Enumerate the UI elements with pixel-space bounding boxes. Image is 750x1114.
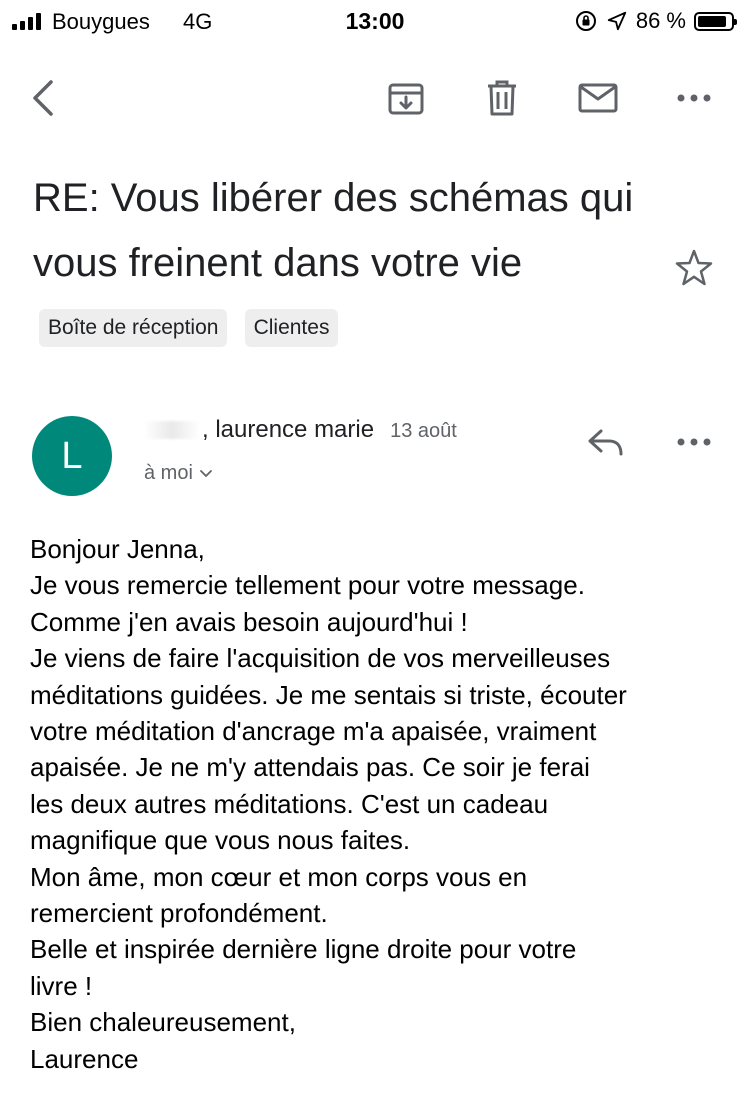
location-arrow-icon bbox=[606, 10, 628, 32]
message-toolbar bbox=[0, 66, 750, 126]
battery-icon bbox=[694, 12, 734, 31]
avatar-letter: L bbox=[61, 434, 83, 477]
sender-row bbox=[144, 416, 457, 444]
more-horizontal-icon bbox=[676, 93, 712, 103]
subject-text: RE: Vous libérer des schémas qui vous freinent dans votre vie bbox=[33, 176, 634, 285]
body-line: Je vous remercie tellement pour votre message. bbox=[30, 570, 585, 601]
status-bar bbox=[0, 0, 750, 42]
back-button[interactable] bbox=[20, 74, 68, 122]
network-type: 4G bbox=[183, 9, 213, 34]
trash-icon bbox=[485, 78, 519, 118]
mail-icon bbox=[578, 83, 618, 113]
sender-avatar[interactable] bbox=[32, 416, 112, 496]
body-line: les deux autres méditations. C'est un cadeau bbox=[30, 788, 549, 819]
body-line: magnifique que vous nous faites. bbox=[30, 825, 411, 856]
message-date: 13 août bbox=[390, 420, 457, 442]
body-line: Comme j'en avais besoin aujourd'hui ! bbox=[30, 606, 468, 637]
body-line: apaisée. Je ne m'y attendais pas. Ce soir je ferai bbox=[30, 752, 590, 783]
reply-button[interactable] bbox=[582, 418, 630, 466]
delete-button[interactable] bbox=[478, 74, 526, 122]
message-body bbox=[30, 531, 730, 1077]
sender-name[interactable] bbox=[144, 416, 374, 444]
body-line: votre méditation d'ancrage m'a apaisée, vraiment bbox=[30, 716, 597, 747]
body-line: méditations guidées. Je me sentais si triste, écouter bbox=[30, 679, 627, 710]
battery-percentage: 86 % bbox=[635, 8, 686, 33]
mark-unread-button[interactable] bbox=[574, 74, 622, 122]
star-icon bbox=[674, 248, 714, 288]
body-line: livre ! bbox=[30, 970, 93, 1001]
body-line: Belle et inspirée dernière ligne droite pour votre bbox=[30, 934, 577, 965]
redacted-name bbox=[144, 421, 200, 439]
body-line: Je viens de faire l'acquisition de vos merveilleuses bbox=[30, 643, 611, 674]
body-line: remercient profondément. bbox=[30, 898, 328, 929]
reply-icon bbox=[587, 427, 625, 457]
battery-level bbox=[698, 16, 726, 27]
body-line: Bonjour Jenna, bbox=[30, 534, 205, 564]
label-inbox[interactable]: Boîte de réception bbox=[39, 309, 227, 347]
star-button[interactable] bbox=[674, 248, 714, 288]
message-more-button[interactable] bbox=[670, 418, 718, 466]
more-options-button[interactable] bbox=[670, 74, 718, 122]
carrier-name: Bouygues bbox=[52, 9, 150, 34]
chevron-down-icon bbox=[199, 469, 213, 479]
status-right bbox=[574, 8, 734, 34]
recipient-details-toggle[interactable] bbox=[144, 462, 213, 485]
body-line: Bien chaleureusement, bbox=[30, 1007, 296, 1038]
archive-icon bbox=[387, 79, 425, 117]
sender-name-text: , laurence marie bbox=[202, 416, 375, 443]
recipient-text: à moi bbox=[144, 462, 193, 484]
orientation-lock-icon bbox=[574, 9, 598, 33]
archive-button[interactable] bbox=[382, 74, 430, 122]
back-arrow-icon bbox=[29, 78, 59, 118]
label-clientes[interactable]: Clientes bbox=[245, 309, 339, 347]
more-horizontal-icon bbox=[676, 437, 712, 447]
body-line: Laurence bbox=[30, 1043, 139, 1074]
status-time: 13:00 bbox=[345, 8, 405, 34]
body-line: Mon âme, mon cœur et mon corps vous en bbox=[30, 861, 528, 892]
email-subject bbox=[33, 166, 653, 361]
